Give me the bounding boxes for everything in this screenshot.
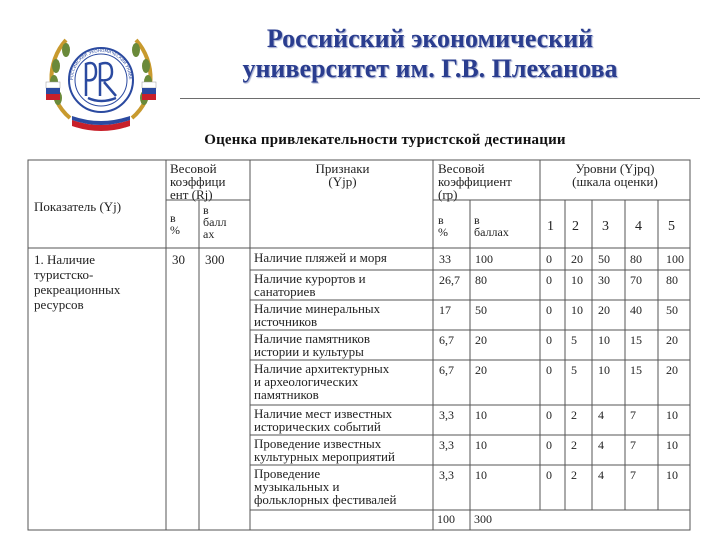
weight-points-cell: 10 <box>475 468 487 482</box>
level-value-cell: 0 <box>546 408 552 422</box>
level-value-cell: 4 <box>598 408 604 422</box>
level-value-cell: 10 <box>666 408 678 422</box>
header-rp-points: в баллах <box>474 213 509 239</box>
header-levels: Уровни (Yjpq) (шкала оценки) <box>572 161 658 189</box>
header-rj-percent: в % <box>170 211 180 237</box>
level-value-cell: 20 <box>598 303 610 317</box>
indicator-1-percent: 30 <box>172 252 185 267</box>
total-points: 300 <box>474 512 492 526</box>
title-line-1: Российский экономический <box>266 24 594 53</box>
header-rp-percent: в % <box>438 213 448 239</box>
level-value-cell: 2 <box>571 438 577 452</box>
level-value-cell: 80 <box>630 252 642 266</box>
level-value-cell: 0 <box>546 468 552 482</box>
weight-points-cell: 10 <box>475 408 487 422</box>
level-number: 1 <box>547 219 554 234</box>
weight-percent-cell: 33 <box>439 252 451 266</box>
level-value-cell: 0 <box>546 363 552 377</box>
level-value-cell: 0 <box>546 333 552 347</box>
weight-percent-cell: 26,7 <box>439 273 460 287</box>
level-value-cell: 10 <box>571 273 583 287</box>
indicator-1: 1. Наличие туристско- рекреационных ресурсов <box>34 252 121 312</box>
level-value-cell: 0 <box>546 252 552 266</box>
level-value-cell: 15 <box>630 333 642 347</box>
weight-percent-cell: 17 <box>439 303 451 317</box>
weight-points-cell: 80 <box>475 273 487 287</box>
weight-points-cell: 20 <box>475 363 487 377</box>
weight-percent-cell: 6,7 <box>439 333 454 347</box>
sign-cell: Наличие мест известных исторических событий <box>254 406 393 434</box>
level-value-cell: 20 <box>666 333 678 347</box>
level-value-cell: 70 <box>630 273 642 287</box>
level-number: 2 <box>572 219 579 234</box>
header-indicator: Показатель (Yj) <box>34 199 122 214</box>
level-value-cell: 100 <box>666 252 684 266</box>
level-value-cell: 4 <box>598 468 604 482</box>
level-value-cell: 7 <box>630 408 636 422</box>
level-value-cell: 40 <box>630 303 642 317</box>
level-value-cell: 50 <box>666 303 678 317</box>
header-weight-rj: Весовой коэффици ент (Rj) <box>170 161 226 202</box>
level-value-cell: 50 <box>598 252 610 266</box>
sign-cell: Проведение известных культурных мероприятий <box>254 436 395 464</box>
level-value-cell: 7 <box>630 438 636 452</box>
header-weight-rp: Весовой коэффициент (rp) <box>438 161 512 202</box>
weight-percent-cell: 3,3 <box>439 408 454 422</box>
level-value-cell: 10 <box>571 303 583 317</box>
level-value-cell: 2 <box>571 408 577 422</box>
level-value-cell: 7 <box>630 468 636 482</box>
weight-points-cell: 100 <box>475 252 493 266</box>
header-rj-points: в балл ах <box>203 203 227 241</box>
total-percent: 100 <box>437 512 455 526</box>
weight-percent-cell: 6,7 <box>439 363 454 377</box>
level-value-cell: 10 <box>666 468 678 482</box>
level-value-cell: 10 <box>666 438 678 452</box>
weight-percent-cell: 3,3 <box>439 438 454 452</box>
level-value-cell: 5 <box>571 363 577 377</box>
table-title: Оценка привлекательности туристской дестинации <box>204 132 566 148</box>
sign-cell: Наличие курортов и санаториев <box>254 271 366 299</box>
header-signs: Признаки (Yjp) <box>315 161 370 189</box>
weight-percent-cell: 3,3 <box>439 468 454 482</box>
sign-cell: Проведение музыкальных и фольклорных фестивалей <box>254 466 397 507</box>
weight-points-cell: 50 <box>475 303 487 317</box>
sign-cell: Наличие архитектурных и археологических памятников <box>254 361 390 402</box>
sign-cell: Наличие памятников истории и культуры <box>254 331 371 359</box>
level-number: 5 <box>668 219 675 234</box>
level-value-cell: 0 <box>546 438 552 452</box>
title-line-2: университет им. Г.В. Плеханова <box>242 54 618 83</box>
weight-points-cell: 20 <box>475 333 487 347</box>
level-value-cell: 2 <box>571 468 577 482</box>
level-value-cell: 5 <box>571 333 577 347</box>
level-number: 3 <box>602 219 609 234</box>
level-value-cell: 0 <box>546 303 552 317</box>
sign-cell: Наличие минеральных источников <box>254 301 381 329</box>
level-value-cell: 30 <box>598 273 610 287</box>
level-value-cell: 20 <box>666 363 678 377</box>
level-value-cell: 15 <box>630 363 642 377</box>
level-value-cell: 0 <box>546 273 552 287</box>
level-value-cell: 80 <box>666 273 678 287</box>
level-value-cell: 4 <box>598 438 604 452</box>
level-value-cell: 20 <box>571 252 583 266</box>
level-value-cell: 10 <box>598 333 610 347</box>
weight-points-cell: 10 <box>475 438 487 452</box>
sign-cell: Наличие пляжей и моря <box>254 250 387 265</box>
level-number: 4 <box>635 219 642 234</box>
indicator-1-points: 300 <box>205 252 225 267</box>
level-value-cell: 10 <box>598 363 610 377</box>
logo-text: РОССИЙСКИЙ ЭКОНОМИЧЕСКИЙ УНИВЕ <box>68 47 134 81</box>
